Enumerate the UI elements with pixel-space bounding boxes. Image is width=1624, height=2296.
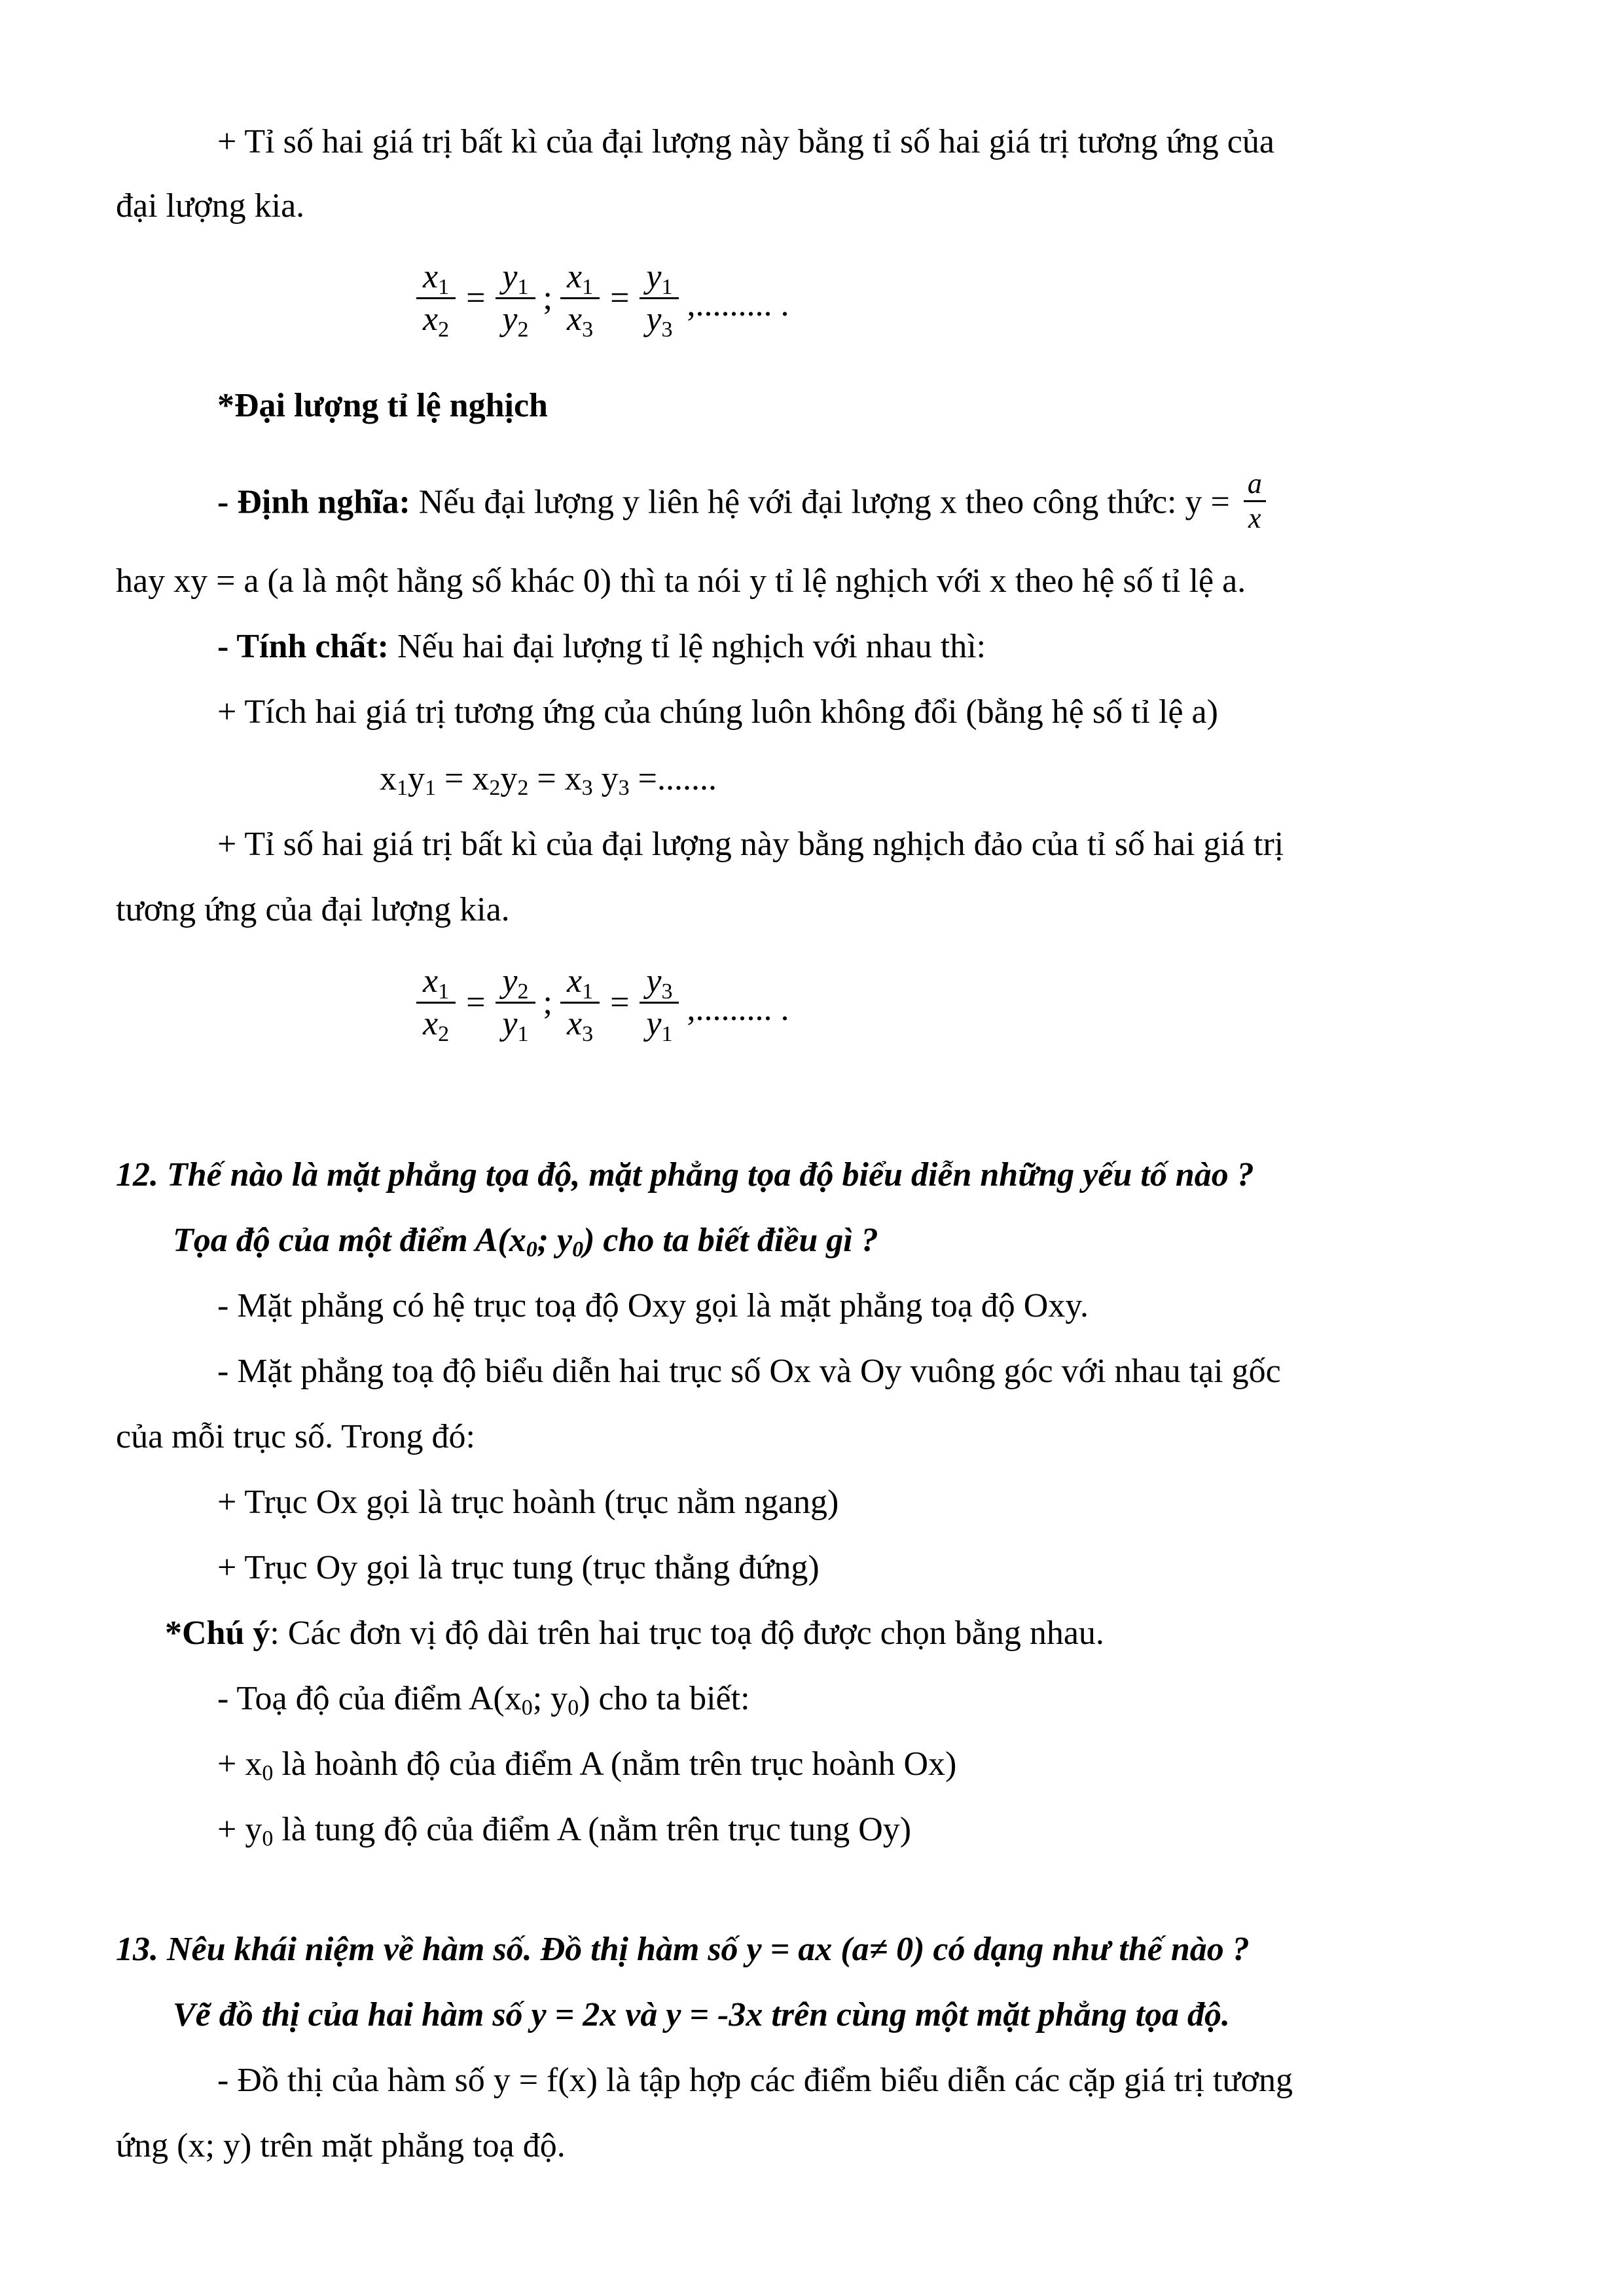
fraction: $\frac{x_1}{x_3}$ [560,961,600,1044]
fraction: $\frac{y_3}{y_1}$ [640,961,679,1044]
definition-line: - Định nghĩa: Nếu đại lượng y liên hệ với đại lượng x theo công thức: y = $\frac{a}{x}$ [217,471,1624,539]
fraction: $\frac{y_1}{y_2}$ [496,257,535,340]
question-12-cont: Tọa độ của một điểm $A(x_0$; $y_0$) cho ta biết điều gì ? [173,1222,878,1262]
fraction-a-over-x: $\frac{a}{x}$ [1244,467,1266,535]
text-line: của mỗi trục số. Trong đó: [116,1418,475,1455]
section-heading: *Đại lượng tỉ lệ nghịch [217,387,548,424]
fraction: $\frac{y_1}{y_3}$ [640,257,679,340]
text-line: + $x_0$ là hoành độ của điểm A (nằm trên trục hoành Ox) [217,1745,957,1785]
text-line: + Tỉ số hai giá trị bất kì của đại lượng này bằng tỉ số hai giá trị tương ứng của [217,123,1274,160]
text-line: - Đồ thị của hàm số y = f(x) là tập hợp các điểm biểu diễn các cặp giá trị tương [217,2062,1293,2099]
fraction: $\frac{x_1}{x_2}$ [416,257,456,340]
text-line: + Tích hai giá trị tương ứng của chúng luôn không đổi (bằng hệ số tỉ lệ a) [217,693,1218,731]
proportion-formula: $\frac{x_1}{x_2}$ = $\frac{y_1}{y_2}$ ; $\frac{x_1}{x_3}$ = $\frac{y_1}{y_3}$ ,......... . [414,257,794,340]
fraction: $\frac{x_1}{x_2}$ [416,961,456,1044]
text-line: tương ứng của đại lượng kia. [116,891,510,928]
question-12: 12. Thế nào là mặt phẳng tọa độ, mặt phẳng tọa độ biểu diễn những yếu tố nào ? [116,1156,1254,1194]
question-13-cont: Vẽ đồ thị của hai hàm số y = 2x và y = -3x trên cùng một mặt phẳng tọa độ. [173,1996,1231,2033]
note-line: *Chú ý: Các đơn vị độ dài trên hai trục toạ độ được chọn bằng nhau. [165,1614,1104,1652]
text-line: - Mặt phẳng có hệ trục toạ độ Oxy gọi là mặt phẳng toạ độ Oxy. [217,1287,1089,1324]
question-13: 13. Nêu khái niệm về hàm số. Đồ thị hàm số y = ax (a≠ 0) có dạng như thế nào ? [116,1931,1250,1968]
text-line: + Tỉ số hai giá trị bất kì của đại lượng này bằng nghịch đảo của tỉ số hai giá trị [217,826,1284,863]
text-line: + $y_0$ là tung độ của điểm A (nằm trên trục tung Oy) [217,1811,912,1851]
fraction: $\frac{y_2}{y_1}$ [496,961,535,1044]
text-line: - Toạ độ của điểm $A(x_0$; $y_0$) cho ta biết: [217,1680,750,1720]
text-line: hay xy = a (a là một hằng số khác 0) thì ta nói y tỉ lệ nghịch với x theo hệ số tỉ lệ a. [116,562,1246,600]
product-formula: $x_1y_1 = x_2y_2 = x_3$ $y_3$ =....... [380,760,717,800]
text-line: đại lượng kia. [116,187,305,225]
text-line: + Trục Ox gọi là trục hoành (trục nằm ngang) [217,1484,839,1521]
property-line: - Tính chất: Nếu hai đại lượng tỉ lệ nghịch với nhau thì: [217,628,986,665]
text-line: - Mặt phẳng toạ độ biểu diễn hai trục số Ox và Oy vuông góc với nhau tại gốc [217,1353,1281,1390]
fraction: $\frac{x_1}{x_3}$ [560,257,600,340]
text-line: ứng (x; y) trên mặt phẳng toạ độ. [116,2127,566,2164]
inverse-proportion-formula: $\frac{x_1}{x_2}$ = $\frac{y_2}{y_1}$ ; $\frac{x_1}{x_3}$ = $\frac{y_3}{y_1}$ ,......... . [414,961,794,1044]
text-line: + Trục Oy gọi là trục tung (trục thẳng đứng) [217,1549,820,1586]
